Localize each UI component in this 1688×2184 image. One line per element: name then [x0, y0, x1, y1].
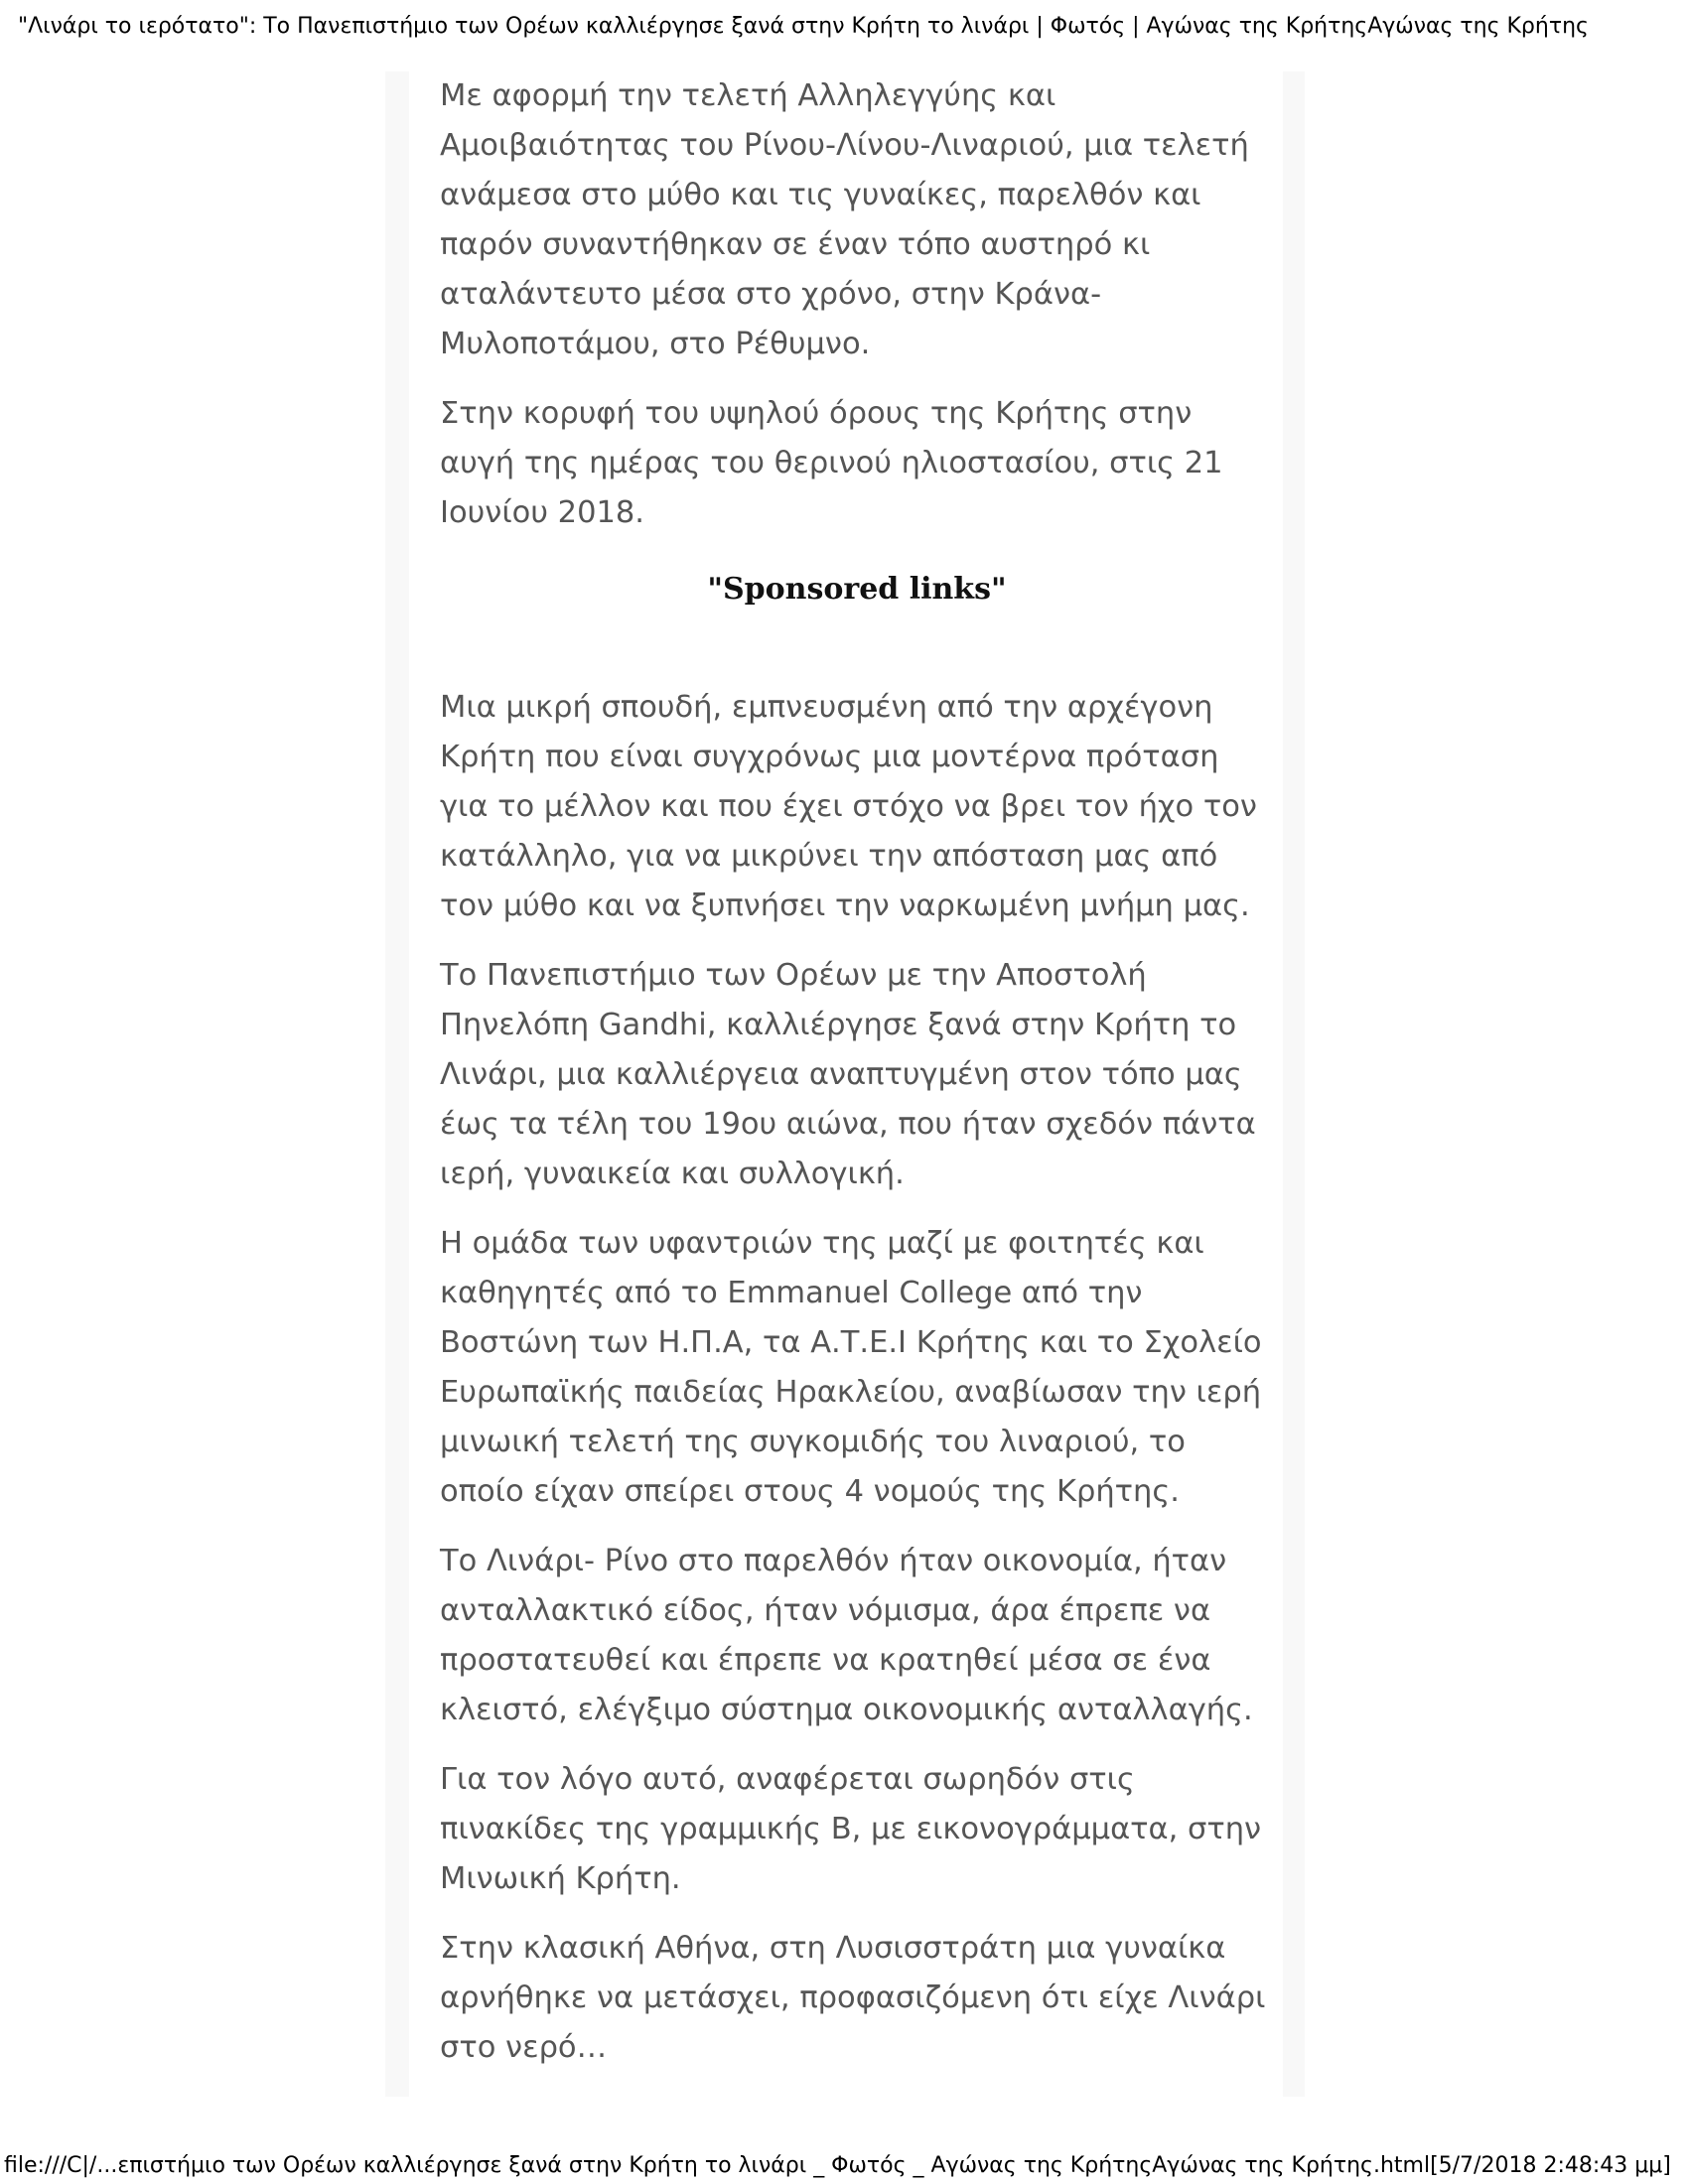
article-paragraph: Για τον λόγο αυτό, αναφέρεται σωρηδόν στις πινακίδες της γραμμικής Β, με εικονογράμματα, στην Μινωική Κρήτη.: [440, 1762, 1262, 1896]
article-body: [440, 71, 1274, 2093]
article-paragraph: Στην κορυφή του υψηλού όρους της Κρήτης στην αυγή της ημέρας του θερινού ηλιοστασίου, στις 21 Ιουνίου 2018.: [440, 396, 1223, 530]
article-paragraph: Με αφορμή την τελετή Αλληλεγγύης και Αμοιβαιότητας του Ρίνου-Λίνου-Λιναριού, μια τελετή ανάμεσα στο μύθο και τις γυναίκες, παρελθόν και παρόν συναντήθηκαν σε έναν τόπο αυστηρό κι αταλάντευτο μέσα στο χρόνο, στην Κράνα-Μυλοποτάμου, στο Ρέθυμνο.: [440, 78, 1249, 361]
article-paragraph: Μια μικρή σπουδή, εμπνευσμένη από την αρχέγονη Κρήτη που είναι συγχρόνως μια μοντέρνα πρόταση για το μέλλον και που έχει στόχο να βρει τον ήχο τον κατάλληλο, για να μικρύνει την απόσταση μας από τον μύθο και να ξυπνήσει την ναρκωμένη μνήμη μας.: [440, 690, 1257, 923]
article-paragraph: Στην κλασική Αθήνα, στη Λυσισστράτη μια γυναίκα αρνήθηκε να μετάσχει, προφασιζόμενη ότι είχε Λινάρι στο νερό…: [440, 1931, 1266, 2065]
article-paragraph: Η ομάδα των υφαντριών της μαζί με φοιτητές και καθηγητές από το Emmanuel College από την Βοστώνη των Η.Π.Α, τα Α.Τ.Ε.Ι Κρήτης και το Σχολείο Ευρωπαϊκής παιδείας Ηρακλείου, αναβίωσαν την ιερή μινωική τελετή της συγκομιδής του λιναριού, το οποίο είχαν σπείρει στους 4 νομούς της Κρήτης.: [440, 1226, 1262, 1509]
page-header-title: "Λινάρι το ιερότατο": Το Πανεπιστήμιο των Ορέων καλλιέργησε ξανά στην Κρήτη το λινάρι | Φωτός | Αγώνας της ΚρήτηςΑγώνας της Κρήτης: [18, 14, 1589, 39]
page-footer-file-path: file:///C|/...επιστήμιο των Ορέων καλλιέργησε ξανά στην Κρήτη το λινάρι _ Φωτός _ Αγώνας της ΚρήτηςΑγώνας της Κρήτης.html[5/7/2018 2:48:43 μμ]: [4, 2153, 1671, 2178]
article-paragraph: Το Πανεπιστήμιο των Ορέων με την Αποστολή Πηνελόπη Gandhi, καλλιέργησε ξανά στην Κρήτη το Λινάρι, μια καλλιέργεια αναπτυγμένη στον τόπο μας έως τα τέλη του 19ου αιώνα, που ήταν σχεδόν πάντα ιερή, γυναικεία και συλλογική.: [440, 958, 1256, 1191]
article-paragraph: Το Λινάρι- Ρίνο στο παρελθόν ήταν οικονομία, ήταν ανταλλακτικό είδος, ήταν νόμισμα, άρα έπρεπε να προστατευθεί και έπρεπε να κρατηθεί μέσα σε ένα κλειστό, ελέγξιμο σύστημα οικονομικής ανταλλαγής.: [440, 1544, 1253, 1727]
sponsored-links-heading: "Sponsored links": [707, 572, 1007, 607]
